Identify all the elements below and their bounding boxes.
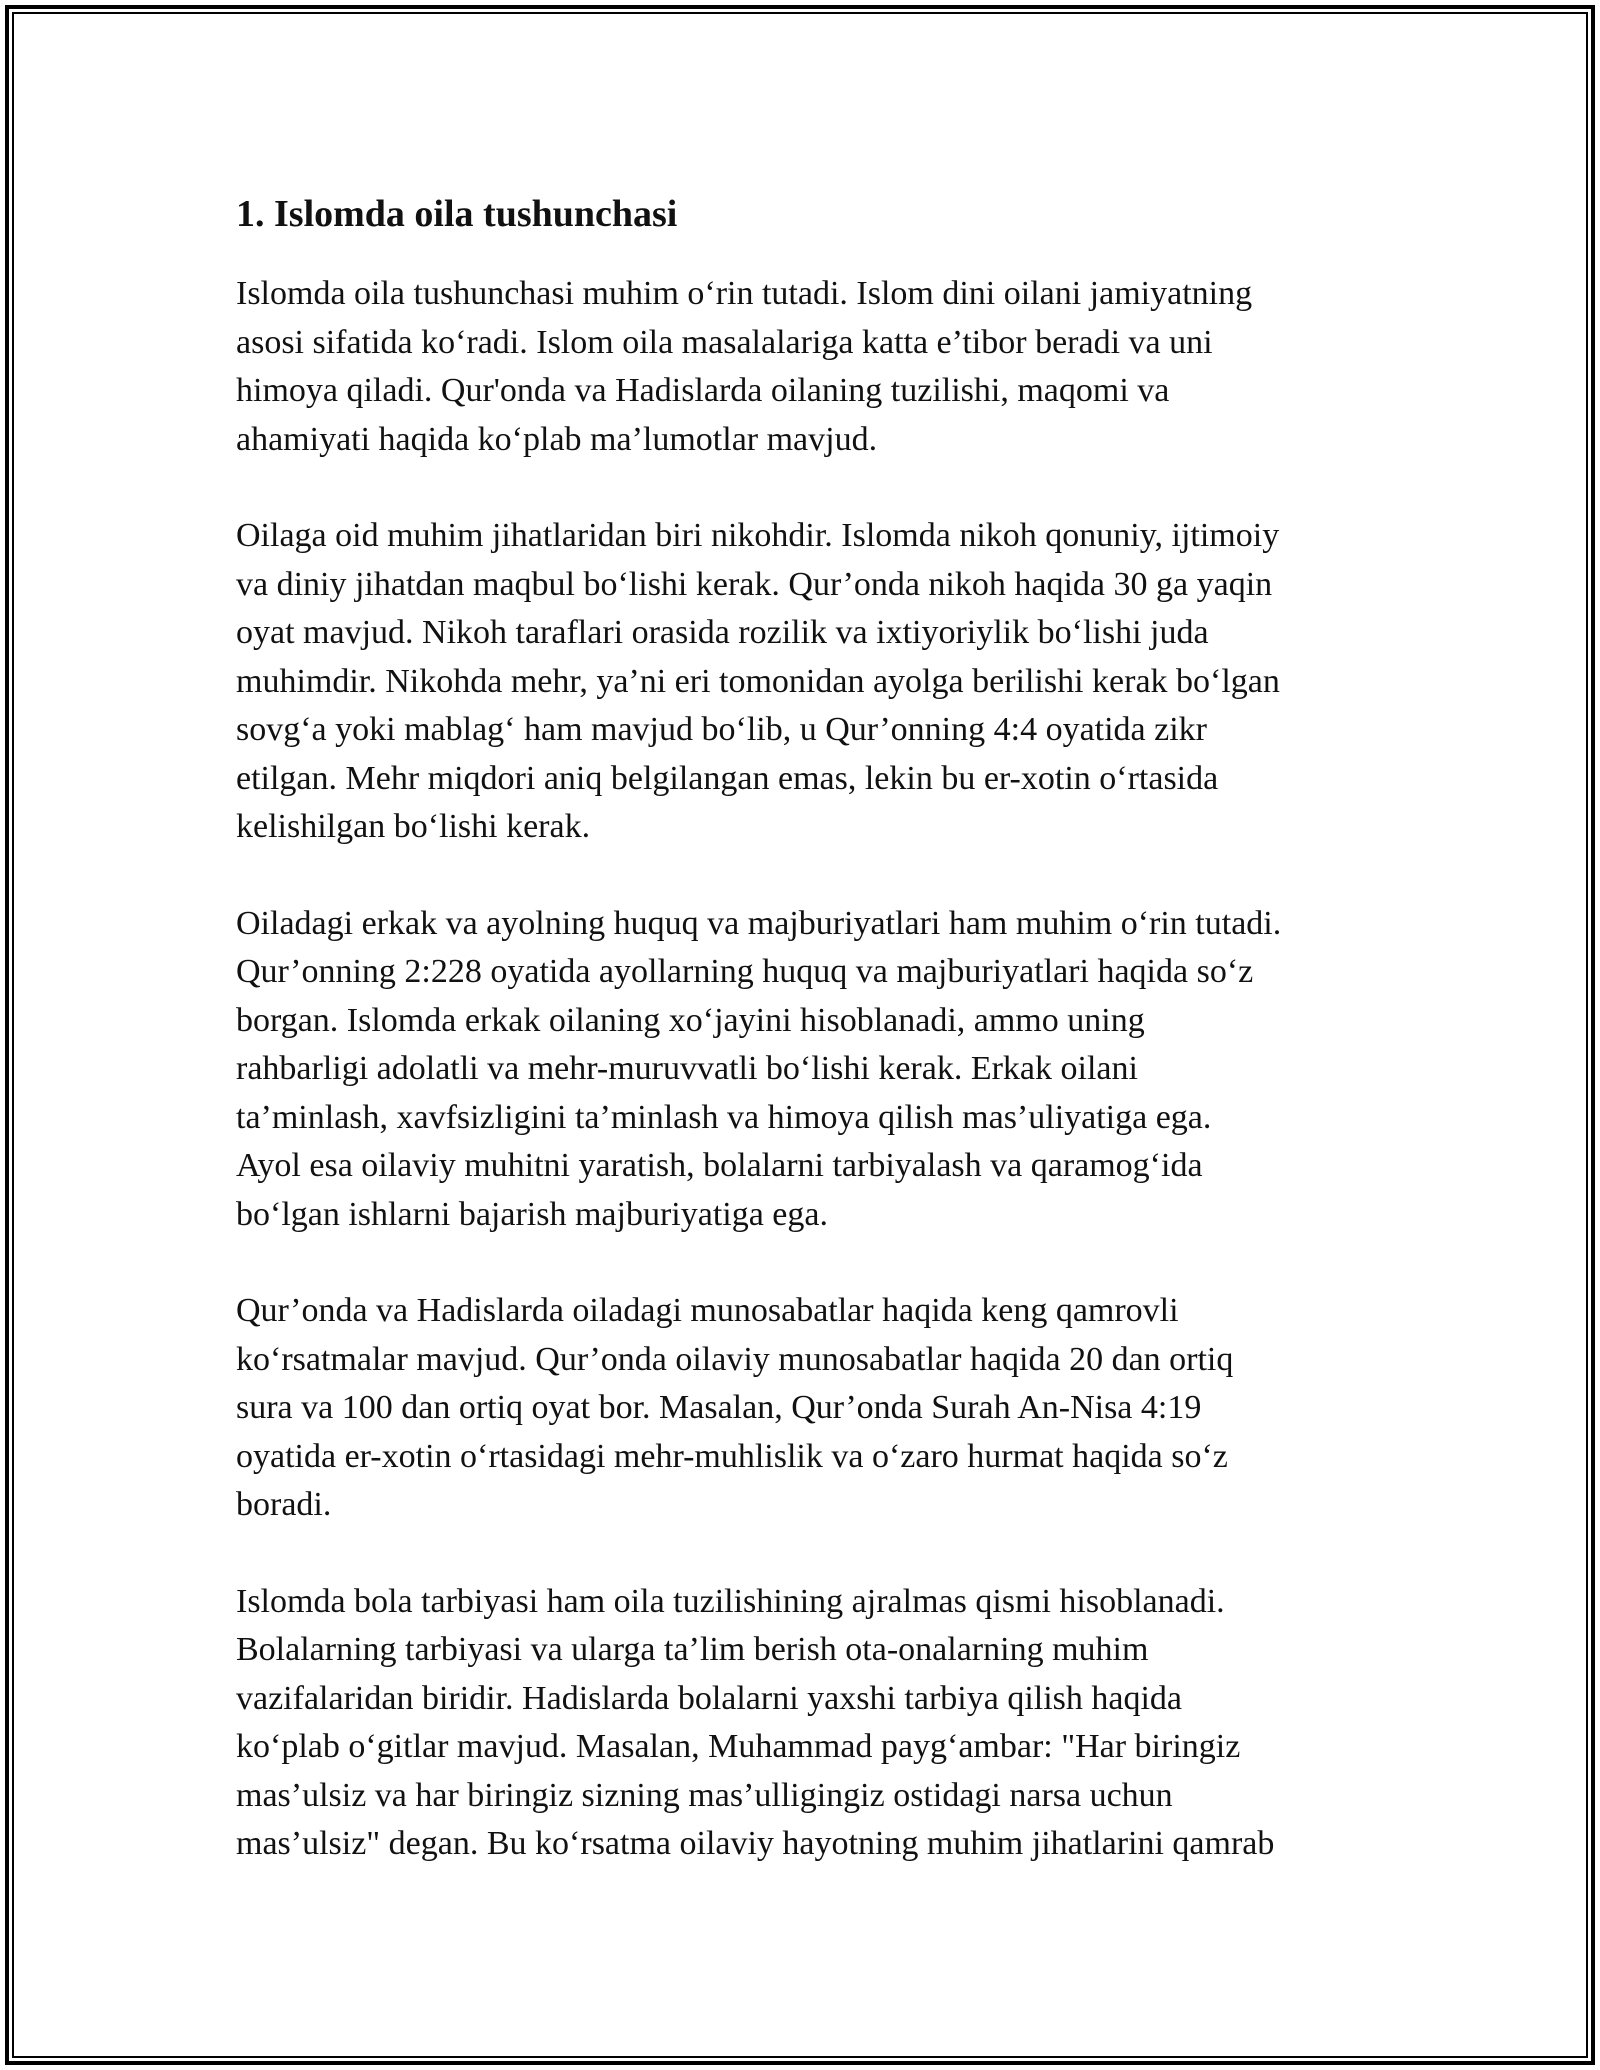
text-line: asosi sifatida ko‘radi. Islom oila masalalariga katta e’tibor beradi va uni xyxy=(236,323,1213,361)
text-line: oyatida er-xotin o‘rtasidagi mehr-muhlislik va o‘zaro hurmat haqida so‘z xyxy=(236,1437,1228,1475)
text-line: sovg‘a yoki mablag‘ ham mavjud bo‘lib, u Qur’onning 4:4 oyatida zikr xyxy=(236,711,1208,748)
text-line: ahamiyati haqida ko‘plab ma’lumotlar mavjud. xyxy=(236,420,878,458)
text-line: Oiladagi erkak va ayolning huquq va majburiyatlari ham muhim o‘rin tutadi. xyxy=(236,904,1282,942)
text-line: borgan. Islomda erkak oilaning xo‘jayini hisoblanadi, ammo uning xyxy=(236,1001,1145,1039)
text-line: Ayol esa oilaviy muhitni yaratish, bolalarni tarbiyalash va qaramog‘ida xyxy=(236,1147,1203,1184)
text-line: ko‘plab o‘gitlar mavjud. Masalan, Muhammad payg‘ambar: "Har biringiz xyxy=(236,1728,1241,1765)
text-line: ko‘rsatmalar mavjud. Qur’onda oilaviy munosabatlar haqida 20 dan ortiq xyxy=(236,1340,1234,1378)
text-line: rahbarligi adolatli va mehr-muruvvatli bo‘lishi kerak. Erkak oilani xyxy=(236,1050,1138,1087)
text-line: sura va 100 dan ortiq oyat bor. Masalan, Qur’onda Surah An-Nisa 4:19 xyxy=(236,1389,1202,1426)
text-line: himoya qiladi. Qur'onda va Hadislarda oilaning tuzilishi, maqomi va xyxy=(236,372,1170,409)
text-line: Qur’onda va Hadislarda oiladagi munosabatlar haqida keng qamrovli xyxy=(236,1292,1179,1329)
paragraph xyxy=(236,1578,1386,1869)
text-line: Islomda oila tushunchasi muhim o‘rin tutadi. Islom dini oilani jamiyatning xyxy=(236,275,1253,312)
paragraph-list xyxy=(236,270,1386,1869)
text-line: kelishilgan bo‘lishi kerak. xyxy=(236,808,591,845)
text-line: ta’minlash, xavfsizligini ta’minlash va himoya qilish mas’uliyatiga ega. xyxy=(236,1098,1212,1136)
text-line: Qur’onning 2:228 oyatida ayollarning huquq va majburiyatlari haqida so‘z xyxy=(236,953,1254,990)
document-body xyxy=(236,186,1386,1917)
text-line: etilgan. Mehr miqdori aniq belgilangan emas, lekin bu er-xotin o‘rtasida xyxy=(236,759,1219,797)
text-line: oyat mavjud. Nikoh taraflari orasida rozilik va ixtiyoriylik bo‘lishi juda xyxy=(236,614,1209,651)
text-line: Bolalarning tarbiyasi va ularga ta’lim berish ota-onalarning muhim xyxy=(236,1631,1149,1668)
text-line: mas’ulsiz va har biringiz sizning mas’ulligingiz ostidagi narsa uchun xyxy=(236,1776,1173,1814)
paragraph xyxy=(236,1287,1386,1530)
paragraph xyxy=(236,900,1386,1240)
text-line: va diniy jihatdan maqbul bo‘lishi kerak. Qur’onda nikoh haqida 30 ga yaqin xyxy=(236,565,1273,603)
paragraph xyxy=(236,512,1386,852)
text-line: bo‘lgan ishlarni bajarish majburiyatiga ega. xyxy=(236,1195,828,1233)
text-line: Oilaga oid muhim jihatlaridan biri nikohdir. Islomda nikoh qonuniy, ijtimoiy xyxy=(236,517,1280,554)
text-line: muhimdir. Nikohda mehr, ya’ni eri tomonidan ayolga berilishi kerak bo‘lgan xyxy=(236,662,1280,700)
paragraph xyxy=(236,270,1386,464)
text-line: Islomda bola tarbiyasi ham oila tuzilishining ajralmas qismi hisoblanadi. xyxy=(236,1582,1225,1620)
text-line: boradi. xyxy=(236,1486,332,1523)
text-line: vazifalaridan biridir. Hadislarda bolalarni yaxshi tarbiya qilish haqida xyxy=(236,1679,1183,1717)
section-heading: 1. Islomda oila tushunchasi xyxy=(236,193,678,235)
text-line: mas’ulsiz" degan. Bu ko‘rsatma oilaviy hayotning muhim jihatlarini qamrab xyxy=(236,1825,1275,1862)
